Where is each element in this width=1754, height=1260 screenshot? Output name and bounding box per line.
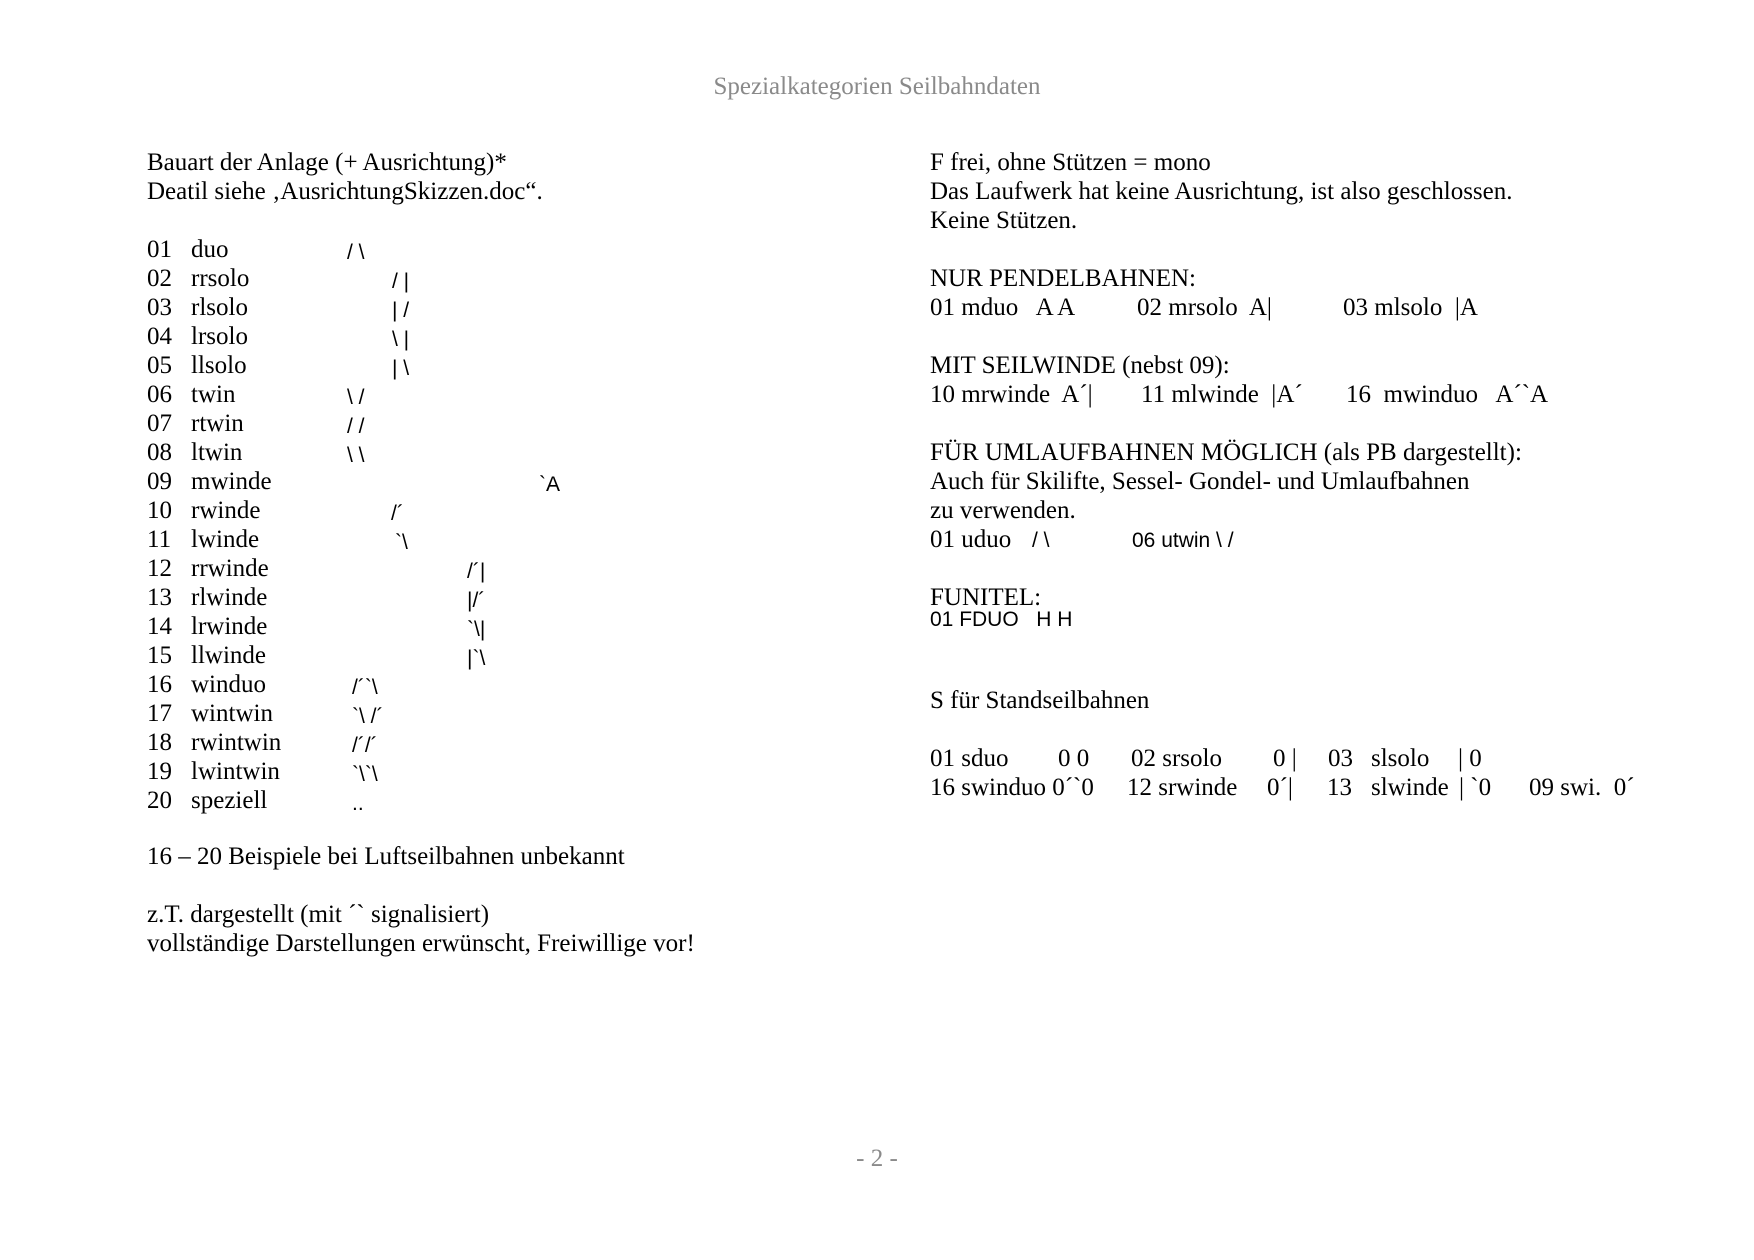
bauart-name: rrsolo xyxy=(191,265,250,292)
bauart-symbol: | / xyxy=(392,299,410,322)
bauart-symbol: `\| xyxy=(467,618,486,641)
umlauf-line-2: zu verwenden. xyxy=(930,497,1076,524)
bauart-symbol: `A xyxy=(539,473,560,496)
bauart-number: 16 xyxy=(147,671,172,698)
stand-row-2 xyxy=(930,773,1690,802)
bauart-symbol: /´/´ xyxy=(352,734,378,757)
bauart-symbol: / \ xyxy=(347,241,365,264)
bauart-symbol: / / xyxy=(347,415,365,438)
bauart-name: wintwin xyxy=(191,700,273,727)
bauart-name: winduo xyxy=(191,671,266,698)
stand-cell: 0´| xyxy=(1267,774,1293,801)
stand-cell: 16 swinduo 0´`0 xyxy=(930,774,1094,801)
bauart-number: 12 xyxy=(147,555,172,582)
bauart-name: lrwinde xyxy=(191,613,268,640)
stand-cell: 02 srsolo xyxy=(1131,745,1222,772)
seilwinde-item-2: 11 mlwinde |A´ xyxy=(1141,381,1303,408)
stand-cell: 0 0 xyxy=(1058,745,1090,772)
page-header: Spezialkategorien Seilbahndaten xyxy=(713,73,1041,100)
bauart-number: 20 xyxy=(147,787,172,814)
bauart-number: 11 xyxy=(147,526,172,553)
pendel-item-3: 03 mlsolo |A xyxy=(1343,294,1478,321)
bauart-name: lrsolo xyxy=(191,323,248,350)
stand-cell: 01 sduo xyxy=(930,745,1009,772)
bauart-symbol: `\ /´ xyxy=(352,705,384,728)
bauart-number: 08 xyxy=(147,439,172,466)
bauart-number: 15 xyxy=(147,642,172,669)
bauart-symbol: /´`\ xyxy=(352,676,378,699)
bauart-name: twin xyxy=(191,381,236,408)
stand-cell: 13 xyxy=(1327,774,1352,801)
bauart-number: 03 xyxy=(147,294,172,321)
bauart-name: rlsolo xyxy=(191,294,248,321)
bauart-name: rlwinde xyxy=(191,584,268,611)
bauart-name: ltwin xyxy=(191,439,243,466)
bauart-name: mwinde xyxy=(191,468,272,495)
stand-cell: 12 srwinde xyxy=(1127,774,1238,801)
intro-line-2: Deatil siehe ‚AusrichtungSkizzen.doc“. xyxy=(147,178,543,205)
note-examples-unknown: 16 – 20 Beispiele bei Luftseilbahnen unbekannt xyxy=(147,843,625,870)
bauart-name: rwintwin xyxy=(191,729,282,756)
note-partially-shown: z.T. dargestellt (mit ´` signalisiert) xyxy=(147,901,490,928)
f-line-1: F frei, ohne Stützen = mono xyxy=(930,149,1211,176)
bauart-number: 17 xyxy=(147,700,172,727)
stand-cell: 09 swi. 0´ xyxy=(1529,774,1635,801)
bauart-symbol: / | xyxy=(392,270,410,293)
bauart-symbol: |/´ xyxy=(467,589,486,612)
stand-cell: slwinde xyxy=(1371,774,1449,801)
stand-cell: slsolo xyxy=(1371,745,1430,772)
bauart-symbol: .. xyxy=(352,792,364,815)
bauart-number: 06 xyxy=(147,381,172,408)
pendel-item-2: 02 mrsolo A| xyxy=(1137,294,1272,321)
umlauf-item-1-symbol: / \ xyxy=(1032,529,1050,552)
umlauf-line-1: Auch für Skilifte, Sessel- Gondel- und Umlaufbahnen xyxy=(930,468,1470,495)
umlauf-item-1: 01 uduo xyxy=(930,526,1012,553)
bauart-symbol: | \ xyxy=(392,357,410,380)
bauart-symbol: |`\ xyxy=(467,647,486,670)
bauart-symbol: `\ xyxy=(395,531,408,554)
note-volunteers: vollständige Darstellungen erwünscht, Freiwillige vor! xyxy=(147,930,695,957)
bauart-symbol: `\`\ xyxy=(352,763,378,786)
stand-cell: 0 | xyxy=(1273,745,1297,772)
bauart-symbol: \ / xyxy=(347,386,365,409)
seilwinde-item-3: 16 mwinduo A´`A xyxy=(1346,381,1549,408)
f-line-3: Keine Stützen. xyxy=(930,207,1078,234)
bauart-number: 07 xyxy=(147,410,172,437)
bauart-number: 09 xyxy=(147,468,172,495)
bauart-number: 05 xyxy=(147,352,172,379)
seilwinde-item-1: 10 mrwinde A´| xyxy=(930,381,1093,408)
bauart-name: lwintwin xyxy=(191,758,280,785)
umlauf-item-2: 06 utwin \ / xyxy=(1132,529,1234,552)
bauart-name: rrwinde xyxy=(191,555,269,582)
page-number: - 2 - xyxy=(856,1145,898,1172)
bauart-name: llwinde xyxy=(191,642,266,669)
seilwinde-heading: MIT SEILWINDE (nebst 09): xyxy=(930,352,1230,379)
funitel-item: 01 FDUO H H xyxy=(930,608,1073,631)
bauart-number: 01 xyxy=(147,236,172,263)
bauart-number: 04 xyxy=(147,323,172,350)
bauart-number: 02 xyxy=(147,265,172,292)
bauart-number: 18 xyxy=(147,729,172,756)
bauart-name: rwinde xyxy=(191,497,261,524)
pendel-heading: NUR PENDELBAHNEN: xyxy=(930,265,1196,292)
stand-cell: 03 xyxy=(1328,745,1353,772)
f-line-2: Das Laufwerk hat keine Ausrichtung, ist also geschlossen. xyxy=(930,178,1513,205)
pendel-item-1: 01 mduo A A xyxy=(930,294,1076,321)
funitel-heading: FUNITEL: xyxy=(930,584,1042,611)
bauart-name: llsolo xyxy=(191,352,247,379)
bauart-symbol: /´ xyxy=(391,502,404,525)
umlauf-heading: FÜR UMLAUFBAHNEN MÖGLICH (als PB dargestellt): xyxy=(930,439,1522,466)
stand-cell: | 0 xyxy=(1458,745,1482,772)
bauart-number: 10 xyxy=(147,497,172,524)
bauart-symbol: /´| xyxy=(467,560,486,583)
bauart-name: rtwin xyxy=(191,410,244,437)
bauart-number: 13 xyxy=(147,584,172,611)
intro-line-1: Bauart der Anlage (+ Ausrichtung)* xyxy=(147,149,507,176)
stand-row-1 xyxy=(930,744,1690,773)
bauart-symbol: \ | xyxy=(392,328,410,351)
stand-cell: | `0 xyxy=(1459,774,1492,801)
bauart-name: lwinde xyxy=(191,526,260,553)
bauart-name: duo xyxy=(191,236,229,263)
bauart-number: 19 xyxy=(147,758,172,785)
bauart-list xyxy=(147,235,747,815)
bauart-name: speziell xyxy=(191,787,268,814)
bauart-number: 14 xyxy=(147,613,172,640)
stand-heading: S für Standseilbahnen xyxy=(930,687,1150,714)
bauart-symbol: \ \ xyxy=(347,444,365,467)
